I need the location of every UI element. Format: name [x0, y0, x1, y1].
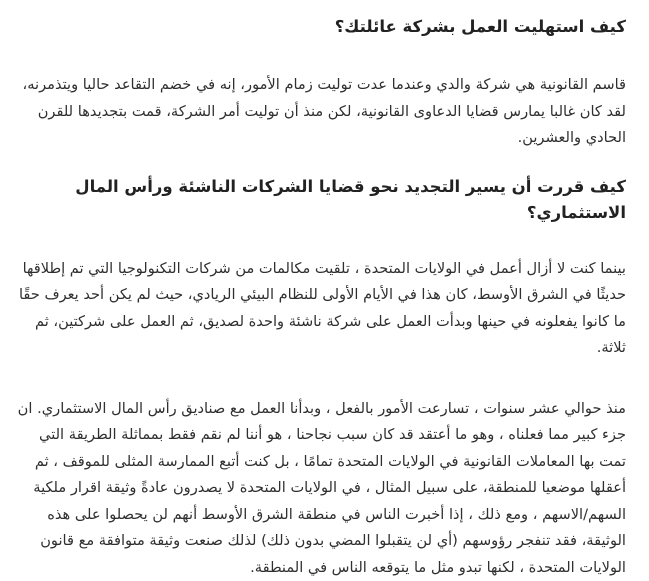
answer-paragraph-3: منذ حوالي عشر سنوات ، تسارعت الأمور بالفعل ، وبدأنا العمل مع صناديق رأس المال الاستثماري. ان جزء كبير مما فعلناه ، وهو ما أعتقد قد كان سبب نجاحنا ، هو أننا لم نقم فقط بمماثلة الطريقة التي تمت بها المعاملات القانونية في الولايات المتحدة تمامًا ، بل كنت أتبع الممارسة المثلى للموقف ، ثم أعقلها موضعيا للمنطقة، على سبيل المثال ، في الولايات المتحدة لا يصدرون عادةً وثيقة اقرار ملكية السهم/الاسهم ، ومع ذلك ، إذا أخبرت الناس في منطقة الشرق الأوسط أنهم لن يحصلوا على هذه الوثيقة، فقد تنفجر رؤوسهم (أي لن يتقبلوا المضي بدون ذلك) لذلك صنعت وثيقة متوافقة مع قانون الولايات المتحدة ، لكنها تبدو مثل ما يتوقعه الناس في المنطقة.	[12, 396, 626, 581]
answer-paragraph-2: بينما كنت لا أزال أعمل في الولايات المتحدة ، تلقيت مكالمات من شركات التكنولوجيا التي تم إطلاقها حديثًا في الشرق الأوسط، كان هذا في الأيام الأولى للنظام البيئي الريادي، حيث لم يكن أحد يعرف حقًا ما كانوا يفعلونه في حينها وبدأت العمل على شركة ناشئة واحدة لصديق، ثم العمل على شركتين، ثم ثلاثة.	[12, 256, 626, 362]
question-heading-1: كيف استهليت العمل بشركة عائلتك؟	[12, 14, 626, 40]
answer-paragraph-1: قاسم القانونية هي شركة والدي وعندما عدت توليت زمام الأمور، إنه في خضم التقاعد حاليا ويتذمرنه، لقد كان غالبا يمارس قضايا الدعاوى القانونية، لكن منذ أن توليت أمر الشركة، قمت بتجديدها للقرن الحادي والعشرين.	[12, 72, 626, 152]
question-heading-2: كيف قررت أن يسير التجديد نحو قضايا الشركات الناشئة ورأس المال الاستثماري؟	[12, 174, 626, 226]
